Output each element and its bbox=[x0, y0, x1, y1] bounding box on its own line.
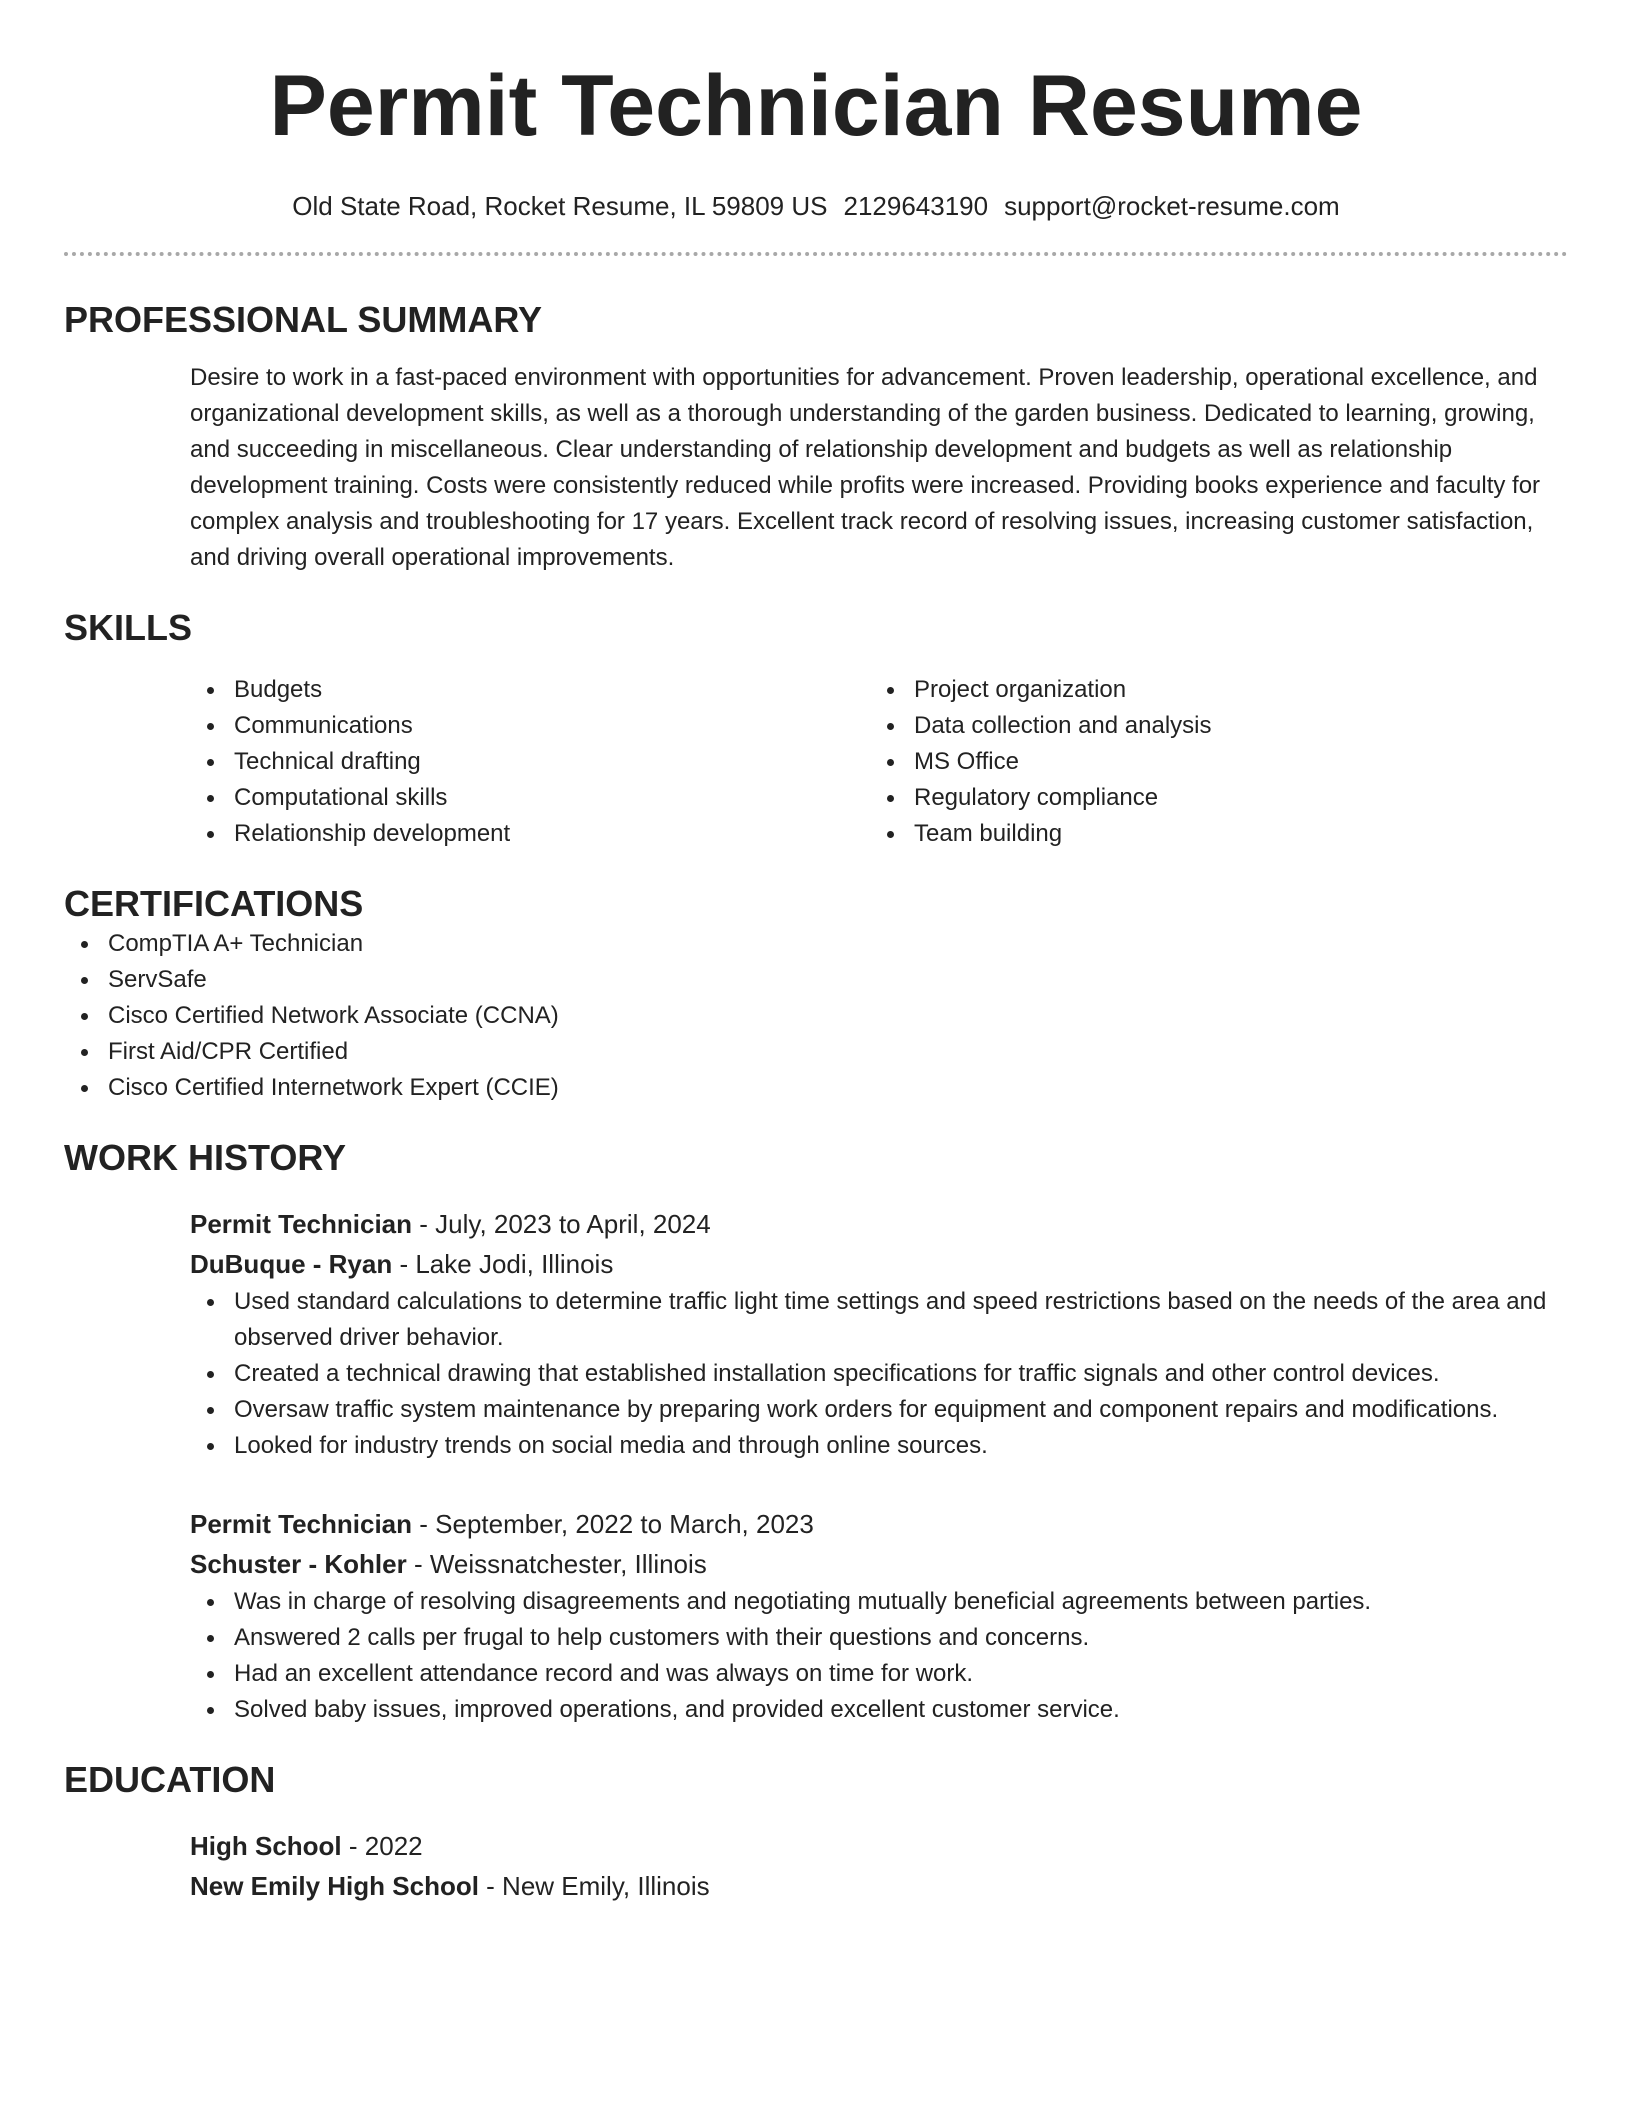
job-bullets bbox=[190, 1584, 1568, 1728]
contact-address: Old State Road, Rocket Resume, IL 59809 US bbox=[292, 191, 828, 221]
contact-phone: 2129643190 bbox=[843, 191, 989, 221]
education-location: - New Emily, Illinois bbox=[478, 1871, 710, 1901]
job-location: - Weissnatchester, Illinois bbox=[406, 1549, 707, 1579]
skill-item: Project organization bbox=[870, 672, 1550, 708]
certifications-section bbox=[64, 882, 1568, 1106]
job-company-line bbox=[190, 1244, 1568, 1284]
resume-title: Permit Technician Resume bbox=[269, 58, 1363, 154]
skills-list-left bbox=[190, 672, 870, 852]
skills-column-right bbox=[870, 672, 1550, 852]
skill-item: Communications bbox=[190, 708, 870, 744]
job-bullet: Was in charge of resolving disagreements and negotiating mutually beneficial agreements between parties. bbox=[190, 1584, 1568, 1620]
summary-text: Desire to work in a fast-paced environment with opportunities for advancement. Proven leadership, operational excellence, and organizational development skills, as well as a thorough understanding of the garden business. Dedicated to learning, growing, and succeeding in miscellaneous. Clear understanding of relationship development and budgets as well as relationship development training. Costs were consistently reduced while profits were increased. Providing books experience and faculty for complex analysis and troubleshooting for 17 years. Excellent track record of resolving issues, increasing customer satisfaction, and driving overall operational improvements. bbox=[190, 364, 1541, 571]
job-bullet: Used standard calculations to determine traffic light time settings and speed restrictions based on the needs of the area and observed driver behavior. bbox=[190, 1284, 1568, 1356]
job-title-line bbox=[190, 1504, 1568, 1544]
job-bullet: Had an excellent attendance record and was always on time for work. bbox=[190, 1656, 1568, 1692]
skills-grid bbox=[190, 672, 1568, 852]
education-school-line bbox=[190, 1866, 1568, 1906]
job-title: Permit Technician bbox=[190, 1209, 413, 1239]
job-dates: - July, 2023 to April, 2024 bbox=[412, 1209, 711, 1239]
job-company-line bbox=[190, 1544, 1568, 1584]
certification-item: Cisco Certified Network Associate (CCNA) bbox=[64, 998, 1568, 1034]
skill-item: Team building bbox=[870, 816, 1550, 852]
work-history-heading: WORK HISTORY bbox=[64, 1137, 347, 1178]
job-location: - Lake Jodi, Illinois bbox=[392, 1249, 614, 1279]
job-bullet: Looked for industry trends on social media and through online sources. bbox=[190, 1428, 1568, 1464]
skill-item: Budgets bbox=[190, 672, 870, 708]
job-company: Schuster - Kohler bbox=[190, 1549, 407, 1579]
education-entry bbox=[190, 1826, 1568, 1906]
job-title-line bbox=[190, 1204, 1568, 1244]
education-heading: EDUCATION bbox=[64, 1759, 276, 1800]
certifications-list bbox=[64, 926, 1568, 1106]
certifications-heading: CERTIFICATIONS bbox=[64, 883, 364, 924]
job-bullet: Answered 2 calls per frugal to help customers with their questions and concerns. bbox=[190, 1620, 1568, 1656]
job-dates: - September, 2022 to March, 2023 bbox=[412, 1509, 814, 1539]
skills-section bbox=[64, 606, 1568, 852]
education-year: - 2022 bbox=[341, 1831, 423, 1861]
certification-item: ServSafe bbox=[64, 962, 1568, 998]
education-degree: High School bbox=[190, 1831, 342, 1861]
contact-email: support@rocket-resume.com bbox=[1004, 191, 1340, 221]
job-entry bbox=[190, 1504, 1568, 1728]
contact-line bbox=[64, 190, 1568, 222]
certification-item: CompTIA A+ Technician bbox=[64, 926, 1568, 962]
header-divider bbox=[64, 252, 1568, 256]
work-history-section bbox=[64, 1136, 1568, 1728]
skills-column-left bbox=[190, 672, 870, 852]
summary-heading: PROFESSIONAL SUMMARY bbox=[64, 299, 543, 340]
skills-list-right bbox=[870, 672, 1550, 852]
skill-item: Regulatory compliance bbox=[870, 780, 1550, 816]
job-bullets bbox=[190, 1284, 1568, 1464]
skill-item: Computational skills bbox=[190, 780, 870, 816]
certification-item: Cisco Certified Internetwork Expert (CCIE) bbox=[64, 1070, 1568, 1106]
job-entry bbox=[190, 1204, 1568, 1464]
skill-item: Data collection and analysis bbox=[870, 708, 1550, 744]
skill-item: Relationship development bbox=[190, 816, 870, 852]
job-title: Permit Technician bbox=[190, 1509, 413, 1539]
education-degree-line bbox=[190, 1826, 1568, 1866]
education-school: New Emily High School bbox=[190, 1871, 479, 1901]
certification-item: First Aid/CPR Certified bbox=[64, 1034, 1568, 1070]
job-company: DuBuque - Ryan bbox=[190, 1249, 393, 1279]
skill-item: MS Office bbox=[870, 744, 1550, 780]
job-bullet: Oversaw traffic system maintenance by preparing work orders for equipment and component repairs and modifications. bbox=[190, 1392, 1568, 1428]
education-section bbox=[64, 1758, 1568, 1906]
skills-heading: SKILLS bbox=[64, 607, 193, 648]
skill-item: Technical drafting bbox=[190, 744, 870, 780]
job-bullet: Solved baby issues, improved operations, and provided excellent customer service. bbox=[190, 1692, 1568, 1728]
job-bullet: Created a technical drawing that established installation specifications for traffic signals and other control devices. bbox=[190, 1356, 1568, 1392]
summary-section bbox=[64, 298, 1568, 576]
